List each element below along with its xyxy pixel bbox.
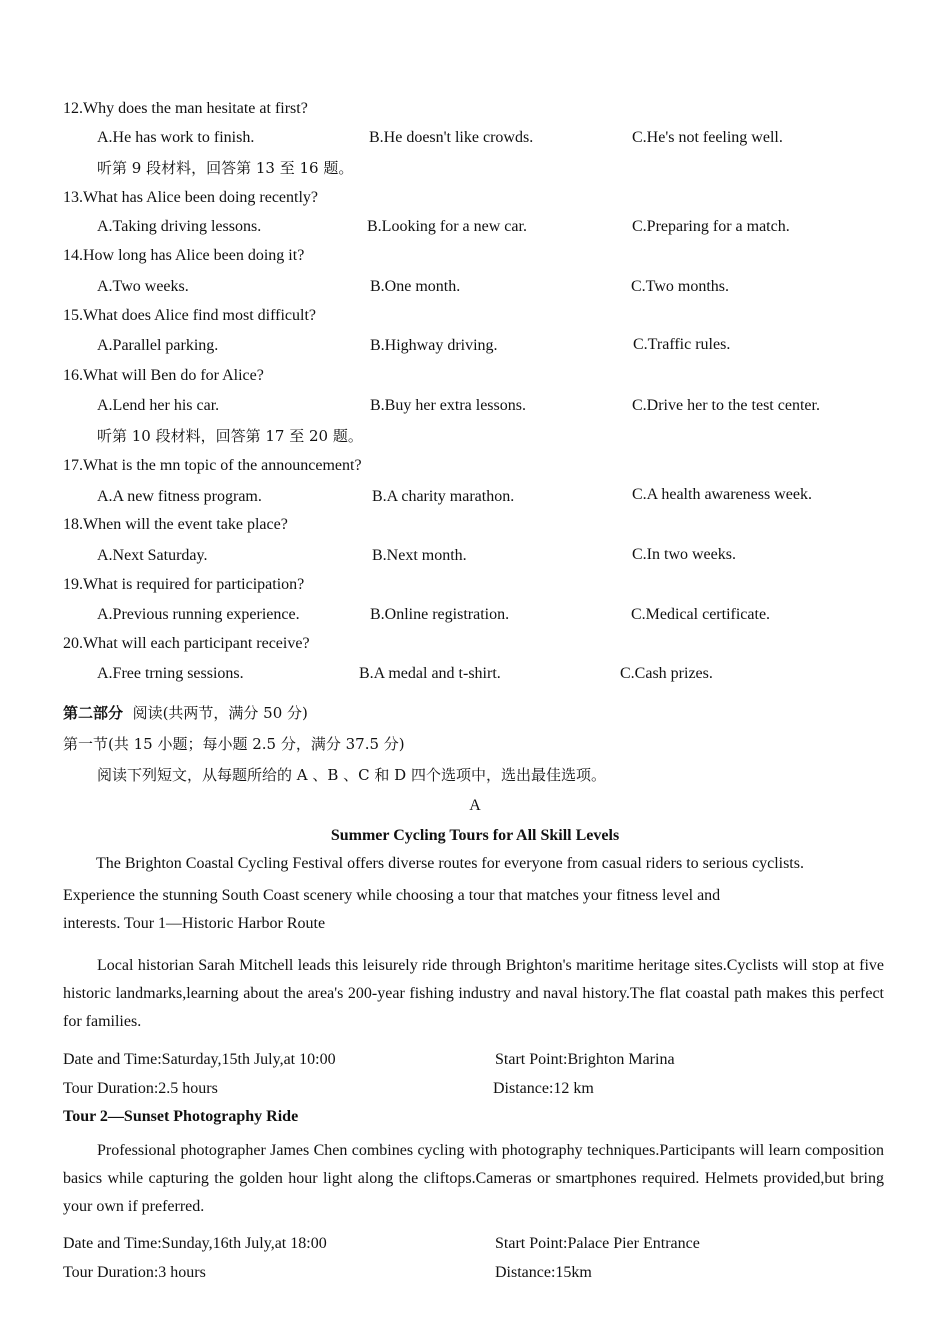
passage-intro-line-1: The Brighton Coastal Cycling Festival offers diverse routes for everyone from casual riders to serious cyclists. xyxy=(96,855,804,872)
option-16a: A.Lend her his car. xyxy=(97,397,220,414)
tour-1-description: Local historian Sarah Mitchell leads this leisurely ride through Brighton's maritime heritage sites.Cyclists will stop at five historic landmarks,learning about the area's 200-year fishing industry and naval history.The flat coastal path makes this perfect for families. xyxy=(63,957,884,1030)
tour-2-duration: Tour Duration:3 hours xyxy=(63,1264,206,1281)
question-13: 13.What has Alice been doing recently? xyxy=(63,189,319,206)
part-2-heading xyxy=(63,703,308,723)
tour-1-date: Date and Time:Saturday,15th July,at 10:00 xyxy=(63,1051,336,1068)
option-14c: C.Two months. xyxy=(631,278,729,295)
option-12a: A.He has work to finish. xyxy=(97,129,255,146)
option-19a: A.Previous running experience. xyxy=(97,606,300,623)
part-2-label: 第二部分 xyxy=(63,704,124,722)
tour-2-description: Professional photographer James Chen combines cycling with photography techniques.Participants will learn composition basics while capturing the golden hour light along the cliftops.Cameras or smartphones required. Helmets provided,but bring your own if preferred. xyxy=(63,1142,884,1215)
option-19c: C.Medical certificate. xyxy=(631,606,771,623)
option-12c: C.He's not feeling well. xyxy=(632,129,783,146)
passage-title: Summer Cycling Tours for All Skill Levels xyxy=(330,827,620,844)
tour-1-start: Start Point:Brighton Marina xyxy=(495,1051,675,1068)
option-16b: B.Buy her extra lessons. xyxy=(370,397,526,414)
option-17a: A.A new fitness program. xyxy=(97,488,262,505)
question-17: 17.What is the mn topic of the announcement? xyxy=(63,457,362,474)
question-19: 19.What is required for participation? xyxy=(63,576,305,593)
tour-2-title: Tour 2—Sunset Photography Ride xyxy=(63,1108,299,1125)
reading-instruction: 阅读下列短文，从每题所给的 A 、B 、C 和 D 四个选项中，选出最佳选项。 xyxy=(97,766,606,784)
question-12: 12.Why does the man hesitate at first? xyxy=(63,100,308,117)
part-2-title: 阅读(共两节，满分 50 分) xyxy=(132,704,308,722)
question-15: 15.What does Alice find most difficult? xyxy=(63,307,316,324)
option-14a: A.Two weeks. xyxy=(97,278,189,295)
tour-2-start: Start Point:Palace Pier Entrance xyxy=(495,1235,700,1252)
tour-2-distance: Distance:15km xyxy=(495,1264,592,1281)
option-16c: C.Drive her to the test center. xyxy=(632,397,820,414)
passage-letter: A xyxy=(469,797,481,814)
option-17c: C.A health awareness week. xyxy=(632,486,812,503)
option-18a: A.Next Saturday. xyxy=(97,547,208,564)
option-20b: B.A medal and t-shirt. xyxy=(359,665,501,682)
question-18: 18.When will the event take place? xyxy=(63,516,288,533)
option-13b: B.Looking for a new car. xyxy=(367,218,527,235)
passage-intro-line-2: Experience the stunning South Coast scenery while choosing a tour that matches your fitness level and xyxy=(63,887,721,904)
option-20c: C.Cash prizes. xyxy=(620,665,713,682)
question-14: 14.How long has Alice been doing it? xyxy=(63,247,305,264)
question-16: 16.What will Ben do for Alice? xyxy=(63,367,264,384)
section-9-instruction: 听第 9 段材料，回答第 13 至 16 题。 xyxy=(97,159,354,177)
section-10-instruction: 听第 10 段材料，回答第 17 至 20 题。 xyxy=(97,427,363,445)
option-12b: B.He doesn't like crowds. xyxy=(369,129,534,146)
option-20a: A.Free trning sessions. xyxy=(97,665,244,682)
section-1-heading: 第一节(共 15 小题；每小题 2.5 分，满分 37.5 分) xyxy=(63,735,405,753)
option-17b: B.A charity marathon. xyxy=(372,488,515,505)
option-15c: C.Traffic rules. xyxy=(633,336,731,353)
tour-2-date: Date and Time:Sunday,16th July,at 18:00 xyxy=(63,1235,327,1252)
option-15a: A.Parallel parking. xyxy=(97,337,219,354)
option-18c: C.In two weeks. xyxy=(632,546,736,563)
option-15b: B.Highway driving. xyxy=(370,337,498,354)
option-14b: B.One month. xyxy=(370,278,461,295)
option-13c: C.Preparing for a match. xyxy=(632,218,790,235)
tour-1-duration: Tour Duration:2.5 hours xyxy=(63,1080,218,1097)
option-13a: A.Taking driving lessons. xyxy=(97,218,262,235)
question-20: 20.What will each participant receive? xyxy=(63,635,310,652)
option-19b: B.Online registration. xyxy=(370,606,510,623)
tour-1-distance: Distance:12 km xyxy=(493,1080,594,1097)
option-18b: B.Next month. xyxy=(372,547,467,564)
passage-intro-line-3: interests. Tour 1—Historic Harbor Route xyxy=(63,915,326,932)
